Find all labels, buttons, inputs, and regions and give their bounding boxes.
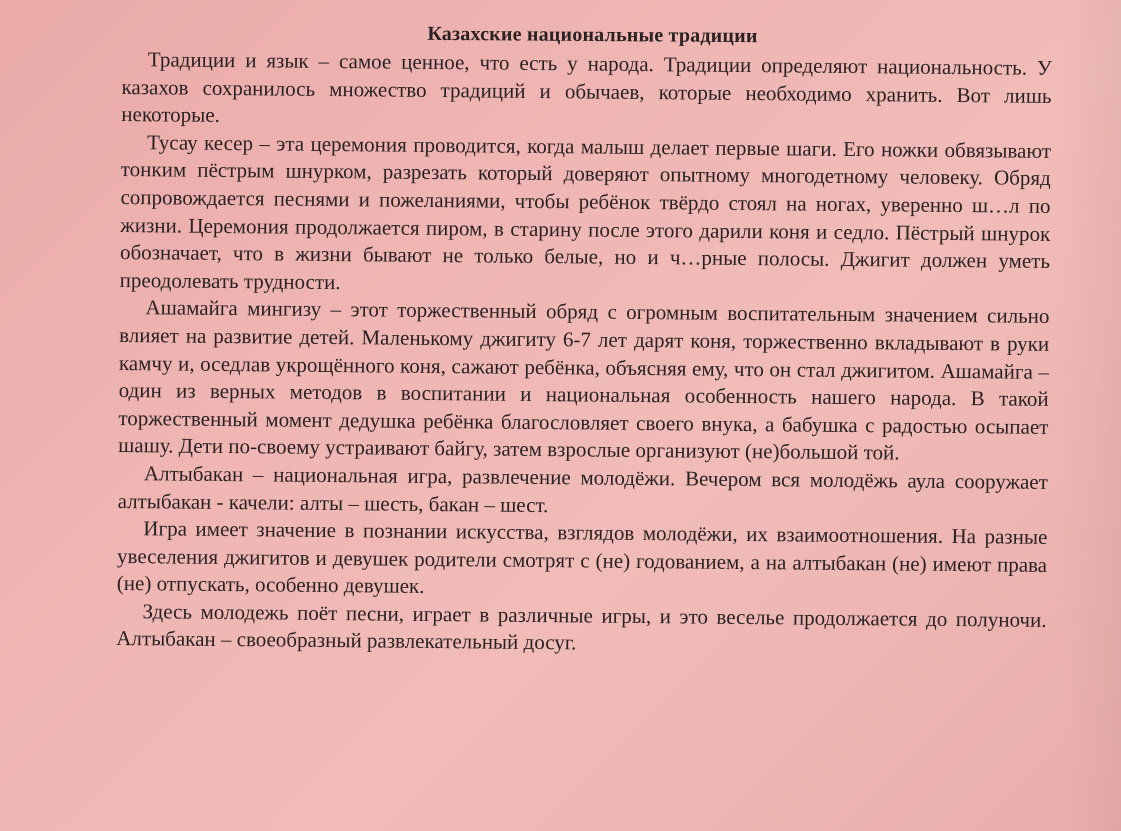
paragraph-tusau-keser: Тусау кесер – эта церемония проводится, когда малыш делает первые шаги. Его ножки обвязывают тонким пёстрым шнурком, разрезать который доверяют опытному многодетному человеку. Обряд сопровождается песнями и пожеланиями, чтобы ребёнок твёрдо стоял на ногах, уверенно ш…л по жизни. Церемония продолжается пиром, в старину после этого дарили коня и седло. Пёстрый шнурок обозначает, что в жизни бывают не только белые, но и ч…рные полосы. Джигит должен уметь преодолевать трудности. [119,130,1052,294]
document-title: Казахские национальные традиции [427,22,758,48]
paragraph-game-meaning: Игра имеет значение в познании искусства, взглядов молодёжи, их взаимоотношения. На разные увеселения джигитов и девушек родители смотрят с (не) годованием, а на алтыбакан (не) имеют права (не) отпускать, особенно девушек. [116,516,1048,599]
paragraph-conclusion: Здесь молодежь поёт песни, играет в различные игры, и это веселье продолжается до полуночи. Алтыбакан – своеобразный развлекательный досуг. [116,599,1047,655]
paper-shadow [1061,0,1121,831]
paragraph-altybakan: Алтыбакан – национальная игра, развлечение молодёжи. Вечером вся молодёжь аула сооружает алтыбакан - качели: алты – шесть, бакан – шест. [117,461,1048,517]
document-body [116,46,1052,662]
paragraph-ashamaiga: Ашамайга мингизу – этот торжественный обряд с огромным воспитательным значением сильно влияет на развитие детей. Маленькому джигиту 6-7 лет дарят коня, торжественно вкладывают в руки камчу и, оседлав укрощённого коня, сажают ребёнка, объясняя ему, что он стал джигитом. Ашамайга – один из верных методов в воспитании и национальная особенность нашего народа. В такой торжественный момент дедушка ребёнка благословляет своего внука, а бабушка с радостью осыпает шашу. Дети по-своему устраивают байгу, затем взрослые организуют (не)большой той. [118,295,1050,465]
paragraph-intro: Традиции и язык – самое ценное, что есть у народа. Традиции определяют национальность. У казахов сохранилось множество традиций и обычаев, которые необходимо хранить. Вот лишь некоторые. [121,47,1052,128]
